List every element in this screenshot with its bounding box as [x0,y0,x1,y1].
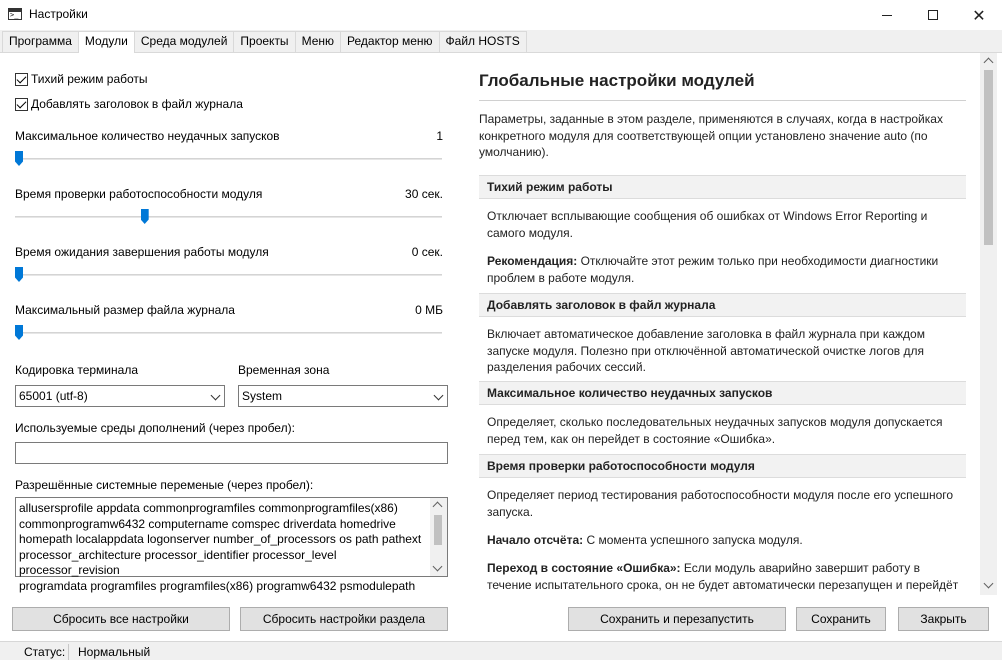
close-window-button[interactable] [956,0,1002,30]
window-title: Настройки [29,7,88,21]
close-button[interactable]: Закрыть [898,607,989,631]
quiet-mode-checkbox-row[interactable] [15,72,148,86]
max-failed-starts-slider[interactable] [15,151,442,167]
sys-vars-label: Разрешённые системные переменые (через пробел): [15,478,314,492]
timezone-select[interactable] [238,385,448,407]
log-header-checkbox-row[interactable] [15,97,243,111]
reset-section-button[interactable]: Сбросить настройки раздела [240,607,448,631]
chevron-down-icon [211,391,221,401]
log-header-label: Добавлять заголовок в файл журнала [31,97,243,111]
help-section-text: Определяет период тестирования работоспособности модуля после его успешного запуска. [487,488,954,519]
help-recommendation [487,253,962,286]
slider-thumb[interactable] [15,151,23,166]
status-divider [68,644,69,660]
log-header-checkbox[interactable] [15,98,28,111]
transition-label: Переход в состояние «Ошибка»: [487,561,681,575]
tab-menu-editor[interactable]: Редактор меню [340,31,440,52]
slider-thumb[interactable] [141,209,149,224]
addon-envs-input[interactable] [15,442,448,464]
tab-module-env[interactable]: Среда модулей [134,31,235,52]
scroll-thumb[interactable] [984,70,993,245]
tab-modules[interactable]: Модули [78,31,135,53]
scroll-up-icon[interactable] [984,58,994,68]
max-failed-starts-value: 1 [436,129,443,143]
close-icon: ✕ [972,5,986,25]
slider-track [15,274,442,276]
help-section-text: Включает автоматическое добавление заголовка в файл журнала при каждом запуске модуля. Полезно при отключённой автоматической очистке логов для разделения рабочих сессий. [487,327,925,374]
tab-program[interactable]: Программа [2,31,79,52]
shutdown-wait-value: 0 сек. [411,245,443,259]
max-log-size-label: Максимальный размер файла журнала [15,303,235,317]
settings-pane [0,53,460,598]
scroll-thumb[interactable] [434,515,442,545]
scroll-down-icon[interactable] [433,562,443,572]
help-pane [460,53,1002,595]
encoding-select[interactable] [15,385,225,407]
chevron-down-icon [434,391,444,401]
help-section-heading: Максимальное количество неудачных запусков [479,381,966,405]
encoding-value: 65001 (utf-8) [19,389,88,403]
help-divider [479,100,966,101]
save-restart-button[interactable]: Сохранить и перезапустить [568,607,786,631]
help-section-heading: Добавлять заголовок в файл журнала [479,293,966,317]
slider-thumb[interactable] [15,267,23,282]
quiet-mode-checkbox[interactable] [15,73,28,86]
maximize-button[interactable] [910,0,956,30]
sys-vars-text: allusersprofile appdata commonprogramfiles commonprogramfiles(x86) commonprogramw6432 computername comspec driverdata homedrive homepath localappdata logonserver number_of_processors os path pathext processor_architecture processor_identifier processor_level processor_revision programdata programfiles programfiles(x86) programw6432 psmodulepath [19,501,422,593]
help-scrollbar[interactable] [980,53,997,595]
minimize-button[interactable] [864,0,910,30]
modules-tab-panel [0,52,1002,641]
help-section-heading: Тихий режим работы [479,175,966,199]
slider-track [15,158,442,160]
timezone-label: Временная зона [238,363,330,377]
timezone-value: System [242,389,283,403]
max-failed-starts-label: Максимальное количество неудачных запусков [15,129,280,143]
transition-text: Если модуль аварийно завершит работу в течение испытательного срока, он не будет автоматически перезапущен и перейдёт [487,561,959,592]
sys-vars-textarea[interactable] [15,497,448,593]
addon-envs-label: Используемые среды дополнений (через пробел): [15,421,295,435]
textarea-scrollbar[interactable] [430,498,447,576]
terminal-app-icon [8,8,22,20]
start-label: Начало отсчёта: [487,533,584,547]
help-section-text: Определяет, сколько последовательных неудачных запусков модуля допускается перед тем, как он перейдет в состояние «Ошибка». [487,415,943,446]
tab-strip [0,31,526,52]
health-check-time-label: Время проверки работоспособности модуля [15,187,263,201]
max-log-size-slider[interactable] [15,325,442,341]
shutdown-wait-label: Время ожидания завершения работы модуля [15,245,269,259]
recommendation-label: Рекомендация: [487,254,578,268]
save-button[interactable]: Сохранить [796,607,886,631]
max-log-size-value: 0 МБ [415,303,443,317]
help-transition-note [487,560,962,593]
tab-projects[interactable]: Проекты [233,31,295,52]
tab-hosts-file[interactable]: Файл HOSTS [439,31,527,52]
help-section-text: Отключает всплывающие сообщения об ошибках от Windows Error Reporting и самого модуля. [487,209,928,240]
slider-track [15,332,442,334]
start-text: С момента успешного запуска модуля. [583,533,803,547]
maximize-icon [928,10,938,20]
status-value: Нормальный [78,645,151,659]
quiet-mode-label: Тихий режим работы [31,72,148,86]
tab-menu[interactable]: Меню [295,31,341,52]
health-check-time-slider[interactable] [15,209,442,225]
help-intro: Параметры, заданные в этом разделе, применяются в случаях, когда в настройках конкретного модуля для соответствующей опции установлено значение auto (по умолчанию). [479,112,943,159]
scroll-down-icon[interactable] [984,579,994,589]
help-section-heading: Время проверки работоспособности модуля [479,454,966,478]
recommendation-text: Отключайте этот режим только при необходимости диагностики проблем в работе модуля. [487,254,939,285]
title-bar [0,0,1002,30]
reset-all-button[interactable]: Сбросить все настройки [12,607,230,631]
health-check-time-value: 30 сек. [405,187,443,201]
shutdown-wait-slider[interactable] [15,267,442,283]
slider-thumb[interactable] [15,325,23,340]
encoding-label: Кодировка терминала [15,363,138,377]
help-title: Глобальные настройки модулей [479,71,755,90]
minimize-icon [882,15,892,16]
help-start-note [487,532,962,549]
slider-track [15,216,442,218]
scroll-up-icon[interactable] [433,502,443,512]
status-bar [0,641,1002,660]
status-label: Статус: [24,645,66,659]
